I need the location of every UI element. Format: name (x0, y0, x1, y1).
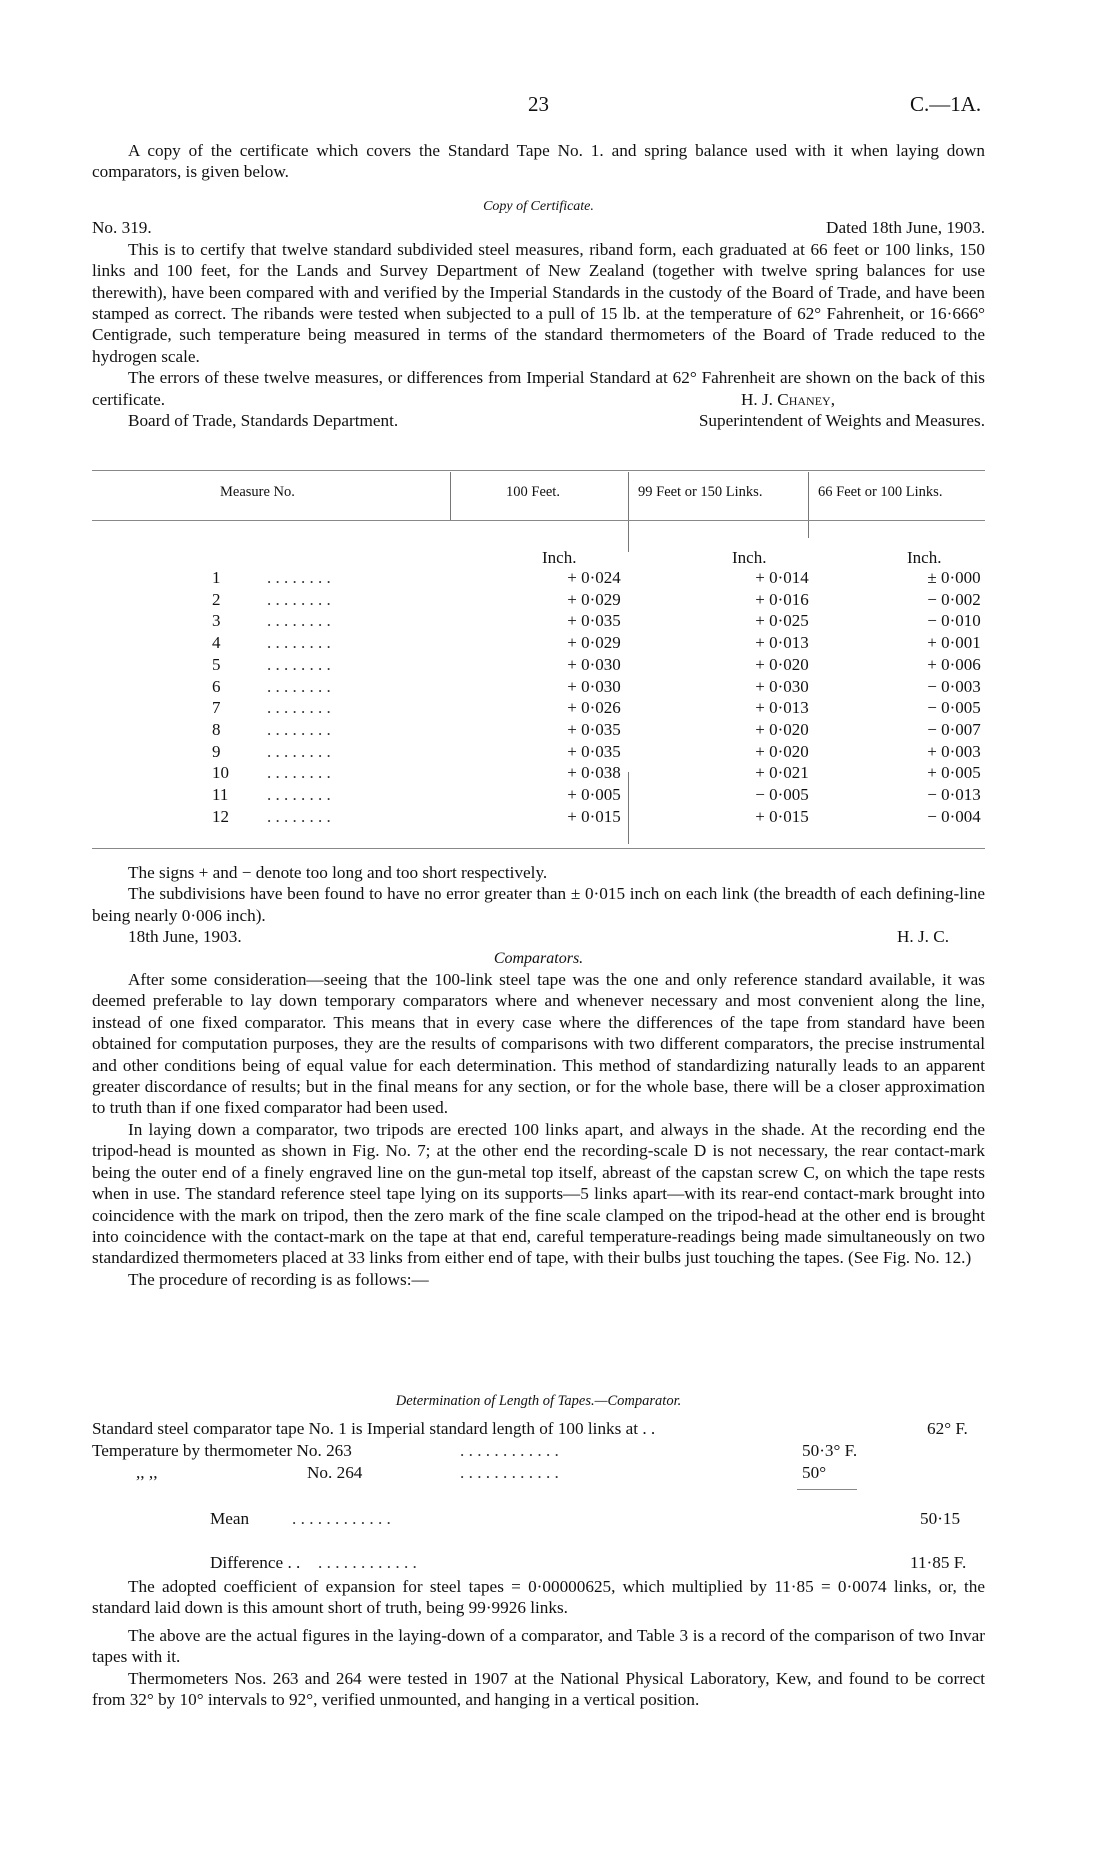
value-100ft: + 0·030 (567, 676, 621, 696)
measure-no: 5 (212, 654, 221, 674)
determination-line-1 (92, 1419, 985, 1441)
table-row (92, 742, 985, 764)
value-99ft: + 0·020 (755, 654, 809, 674)
certificate-title: Superintendent of Weights and Measures. (698, 411, 985, 431)
value-100ft: + 0·035 (567, 741, 621, 761)
certificate-number: No. 319. (92, 218, 152, 238)
table-row (92, 698, 985, 720)
comparators-heading: Comparators. (493, 949, 584, 967)
value-99ft: − 0·005 (755, 785, 809, 804)
closing-block (92, 1576, 985, 1710)
value-66ft: − 0·007 (927, 719, 981, 739)
value-66ft: + 0·001 (927, 633, 981, 653)
row-leader: . . . . . . . . (267, 633, 331, 653)
intro-paragraph: A copy of the certificate which covers the Standard Tape No. 1. and spring balance used with it when laying down comparators, is given below. (92, 141, 985, 182)
value-100ft: + 0·026 (567, 698, 621, 718)
line1-label: Standard steel comparator tape No. 1 is Imperial standard length of 100 links at . . (92, 1419, 656, 1438)
subdivisions-note: The subdivisions have been found to have no error greater than ± 0·015 inch on each link (the breadth of each defining-line being nearly 0·006 inch). (92, 884, 985, 925)
value-100ft: + 0·035 (567, 611, 621, 631)
row-leader: . . . . . . . . (267, 719, 331, 739)
certificate-heading: Copy of Certificate. (483, 199, 594, 214)
table-row (92, 720, 985, 742)
line3-prefix: ,, ,, (136, 1463, 158, 1482)
mean-line (92, 1509, 985, 1531)
signatory-name: H. J. Chaney, (740, 389, 835, 409)
value-66ft: − 0·005 (927, 698, 981, 718)
value-99ft: + 0·020 (755, 719, 809, 739)
row-leader: . . . . . . . . (267, 589, 331, 609)
mean-label: Mean (210, 1509, 250, 1528)
value-66ft: − 0·004 (927, 806, 981, 826)
measure-no: 2 (212, 589, 221, 609)
value-66ft: + 0·005 (927, 763, 981, 783)
certificate-number-row (92, 217, 985, 238)
value-100ft: + 0·035 (567, 719, 621, 739)
value-66ft: + 0·006 (927, 654, 981, 674)
value-66ft: ± 0·000 (927, 568, 981, 587)
value-66ft: − 0·003 (927, 676, 981, 696)
closing-paragraph-3: Thermometers Nos. 263 and 264 were tested in 1907 at the National Physical Laboratory, Kew, and found to be correct from 32° by 10° intervals to 92°, verified unmounted, and hanging in a vertical position. (92, 1668, 985, 1710)
table-top-rule (92, 470, 985, 471)
value-100ft: + 0·029 (567, 589, 621, 609)
difference-leader: . . . . . . . . . . . . (318, 1553, 417, 1572)
comparators-paragraph-3: The procedure of recording is as follows:— (128, 1269, 429, 1289)
value-100ft: + 0·015 (567, 806, 621, 826)
value-66ft: − 0·010 (927, 611, 981, 631)
measure-no: 9 (212, 741, 221, 761)
line3-label: No. 264 (307, 1463, 363, 1482)
value-66ft: − 0·013 (927, 785, 981, 804)
determination-line-2 (92, 1441, 985, 1463)
table-row (92, 611, 985, 633)
table-header-measure: Measure No. (220, 484, 295, 500)
value-100ft: + 0·030 (567, 654, 621, 674)
table-row (92, 677, 985, 699)
measure-no: 8 (212, 719, 221, 739)
value-99ft: + 0·030 (755, 676, 809, 696)
row-leader: . . . . . . . . (267, 741, 331, 761)
line2-leader: . . . . . . . . . . . . (460, 1441, 559, 1460)
measure-no: 6 (212, 676, 221, 696)
determination-heading: Determination of Length of Tapes.—Comparator. (395, 1393, 682, 1409)
table-header-rule (92, 520, 985, 521)
value-100ft: + 0·038 (567, 763, 621, 783)
value-99ft: + 0·013 (755, 698, 809, 718)
table-header-99ft: 99 Feet or 150 Links. (638, 484, 763, 500)
table-row (92, 763, 985, 785)
value-99ft: + 0·025 (755, 611, 809, 631)
certificate-department: Board of Trade, Standards Department. (128, 411, 399, 431)
value-66ft: + 0·003 (927, 741, 981, 761)
notes-signoff (92, 926, 985, 947)
certificate-block (92, 196, 985, 431)
notes-block (92, 862, 985, 1290)
mean-value: 50·15 (920, 1509, 961, 1528)
unit-100ft: Inch. (542, 548, 577, 567)
table-row (92, 590, 985, 612)
sum-rule (797, 1489, 857, 1490)
certificate-date: Dated 18th June, 1903. (826, 218, 985, 238)
measure-no: 12 (212, 806, 229, 826)
certificate-footer (92, 410, 985, 431)
unit-66ft: Inch. (907, 548, 942, 567)
row-leader: . . . . . . . . (267, 763, 331, 783)
table-header-100ft: 100 Feet. (506, 484, 560, 500)
value-66ft: − 0·002 (927, 589, 981, 609)
page-number: 23 (528, 92, 549, 116)
row-leader: . . . . . . . . (267, 676, 331, 696)
document-reference: C.—1A. (910, 92, 982, 116)
measure-no: 1 (212, 568, 221, 587)
table-header-66ft: 66 Feet or 100 Links. (818, 484, 943, 500)
table-divider-3 (808, 472, 809, 538)
difference-label: Difference . . (210, 1553, 301, 1572)
row-leader: . . . . . . . . (267, 785, 331, 804)
value-100ft: + 0·029 (567, 633, 621, 653)
difference-value: 11·85 F. (910, 1553, 967, 1572)
line3-leader: . . . . . . . . . . . . (460, 1463, 559, 1482)
unit-99ft: Inch. (732, 548, 767, 567)
measure-no: 11 (212, 785, 229, 804)
value-99ft: + 0·020 (755, 741, 809, 761)
comparators-paragraph-2: In laying down a comparator, two tripods are erected 100 links apart, and always in the shade. At the recording end the tripod-head is mounted as shown in Fig. No. 7; at the other end the recording-scale D is not necessary, the rear contact-mark being the outer end of a finely engraved line on the gun-metal top itself, abreast of the capstan screw C, on which the tape rests when in use. The standard reference steel tape lying on its supports—5 links apart—with its rear-end contact-mark brought into coincidence with the mark on tripod, then the zero mark of the fine scale clamped on the tripod-head at the other end is brought into coincidence with the contact-mark on the tape at that end, careful temperature-readings being made simultaneously on two standardized thermometers placed at 33 links from either end of tape, with their bulbs just touching the tapes. (See Fig. No. 12.) (92, 1119, 985, 1268)
line1-value: 62° F. (927, 1419, 968, 1438)
line3-value: 50° (802, 1463, 827, 1482)
notes-date: 18th June, 1903. (128, 927, 242, 947)
measure-no: 10 (212, 763, 229, 783)
mean-leader: . . . . . . . . . . . . (292, 1509, 391, 1528)
notes-initials: H. J. C. (896, 927, 949, 947)
value-99ft: + 0·013 (755, 633, 809, 653)
closing-paragraph-2: The above are the actual figures in the laying-down of a comparator, and Table 3 is a record of the comparison of two Invar tapes with it. (92, 1625, 985, 1667)
row-leader: . . . . . . . . (267, 611, 331, 631)
certificate-paragraph-1: This is to certify that twelve standard subdivided steel measures, riband form, each graduated at 66 feet or 100 links, 150 links and 100 feet, for the Lands and Survey Department of New Zealand (together with twelve spring balances for use therewith), have been compared with and verified by the Imperial Standards in the custody of the Board of Trade, and have been stamped as correct. The ribands were tested when subjected to a pull of 15 lb. at the temperature of 62° Fahrenheit, or 16·666° Centigrade, such temperature being measured in terms of the standard thermometers of the Board of Trade reduced to the hydrogen scale. (92, 239, 985, 366)
value-99ft: + 0·015 (755, 806, 809, 826)
determination-line-3 (92, 1463, 985, 1485)
value-99ft: + 0·021 (755, 763, 809, 783)
determination-block (92, 1393, 985, 1572)
value-99ft: + 0·014 (755, 568, 809, 587)
row-leader: . . . . . . . . (267, 654, 331, 674)
measure-no: 7 (212, 698, 221, 718)
table-row (92, 568, 985, 590)
table-unit-row (92, 548, 985, 570)
row-leader: . . . . . . . . (267, 568, 331, 587)
signs-note: The signs + and − denote too long and too short respectively. (128, 863, 548, 882)
value-99ft: + 0·016 (755, 589, 809, 609)
measure-no: 4 (212, 633, 221, 653)
value-100ft: + 0·024 (567, 568, 621, 587)
row-leader: . . . . . . . . (267, 698, 331, 718)
table-bottom-rule (92, 848, 985, 849)
certificate-paragraph-2: The errors of these twelve measures, or differences from Imperial Standard at 62° Fahrenheit are shown on the back of this certificate. (92, 368, 985, 409)
value-100ft: + 0·005 (567, 785, 621, 804)
difference-line (92, 1553, 985, 1575)
line2-value: 50·3° F. (802, 1441, 858, 1460)
closing-paragraph-1: The adopted coefficient of expansion for steel tapes = 0·00000625, which multiplied by 11·85 = 0·0074 links, or, the standard laid down is this amount short of truth, being 99·9926 links. (92, 1577, 985, 1618)
table-row (92, 807, 985, 829)
table-row (92, 633, 985, 655)
line2-label: Temperature by thermometer No. 263 (92, 1441, 352, 1460)
row-leader: . . . . . . . . (267, 806, 331, 826)
measure-no: 3 (212, 611, 221, 631)
table-divider-1 (450, 472, 451, 520)
table-divider-2 (628, 472, 629, 552)
signatory-line (92, 389, 985, 410)
table-row (92, 655, 985, 677)
intro-block (92, 140, 985, 183)
table-row (92, 785, 985, 807)
comparators-paragraph-1: After some consideration—seeing that the 100-link steel tape was the one and only reference standard available, it was deemed preferable to lay down temporary comparators where and whenever necessary and most convenient along the line, instead of one fixed comparator. This means that in every case where the differences of the tape from standard have been obtained for computation purposes, they are the results of comparisons with two different comparators, the precise instrumental and other conditions being of equal value for each determination. This method of standardizing naturally leads to an apparent greater discordance of results; but in the final means for any section, or for the whole base, there will be a closer approximation to truth than if one fixed comparator had been used. (92, 970, 985, 1118)
